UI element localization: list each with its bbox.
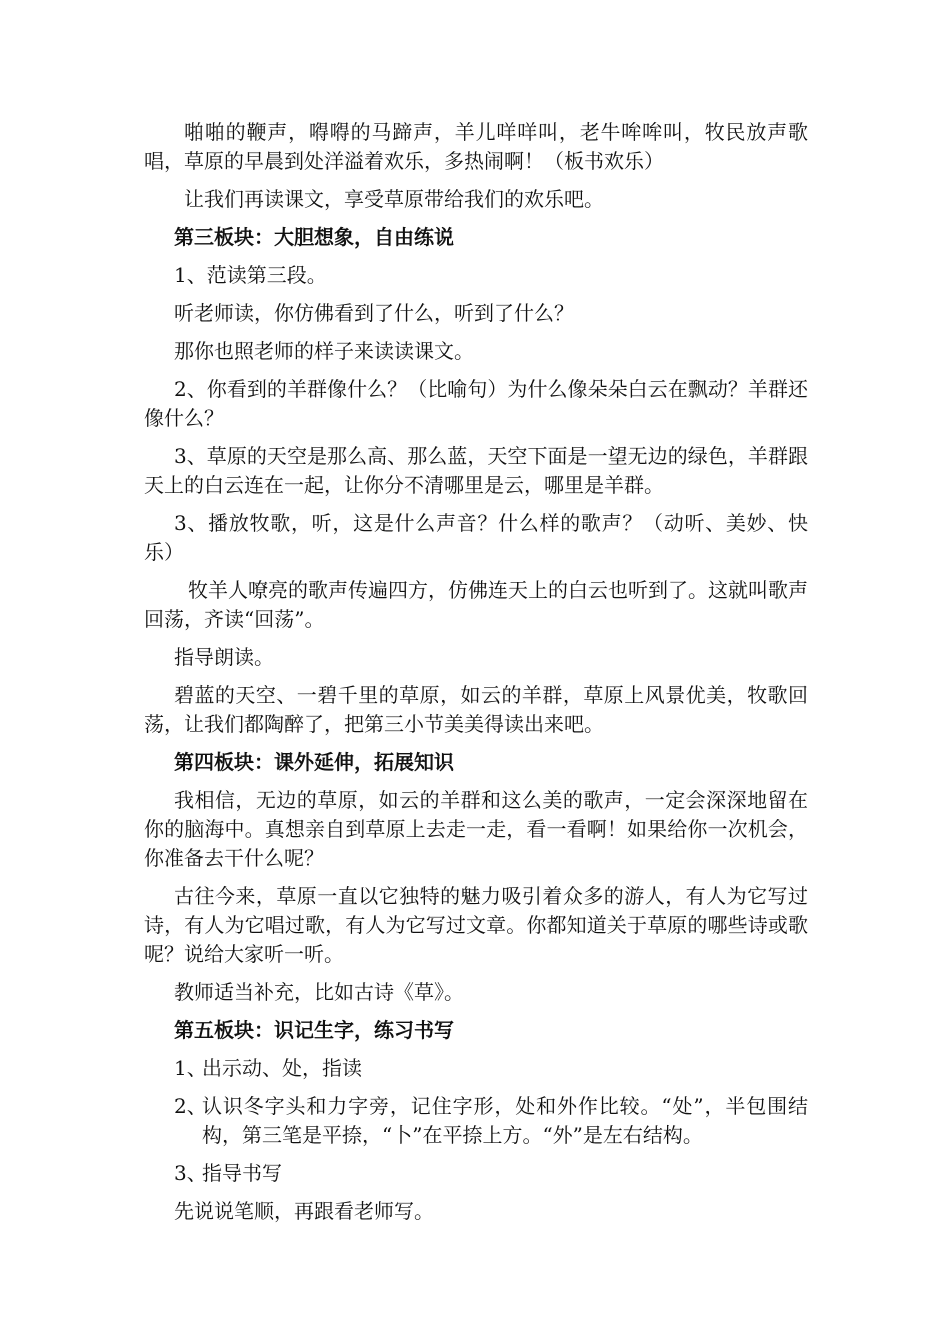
paragraph: 那你也照老师的样子来读读课文。 — [174, 339, 474, 363]
list-item-number: 2、 — [174, 1094, 207, 1118]
paragraph: 听老师读，你仿佛看到了什么，听到了什么？ — [174, 301, 574, 325]
paragraph: 啪啪的鞭声，嘚嘚的马蹄声，羊儿咩咩叫，老牛哞哞叫，牧民放声歌唱，草原的早晨到处洋溢着欢乐，多热闹啊！（板书欢乐） — [144, 120, 808, 173]
paragraph: 牧羊人嘹亮的歌声传遍四方，仿佛连天上的白云也听到了。这就叫歌声回荡，齐读“回荡”。 — [144, 578, 808, 631]
list-item-number: 1、 — [174, 1056, 207, 1080]
document-page — [144, 118, 808, 1235]
paragraph: 我相信，无边的草原，如云的羊群和这么美的歌声，一定会深深地留在你的脑海中。真想亲自到草原上去走一走，看一看啊！如果给你一次机会，你准备去干什么呢？ — [144, 788, 808, 870]
section-heading: 第五板块：识记生字，练习书写 — [174, 1018, 454, 1042]
paragraph: 3、播放牧歌，听，这是什么声音？什么样的歌声？（动听、美妙、快乐） — [144, 511, 808, 564]
paragraph: 让我们再读课文，享受草原带给我们的欢乐吧。 — [184, 187, 604, 211]
list-item — [144, 1092, 808, 1150]
list-item-text: 出示动、处，指读 — [202, 1056, 362, 1080]
paragraph: 古往今来，草原一直以它独特的魅力吸引着众多的游人，有人为它写过诗，有人为它唱过歌，有人为它写过文章。你都知道关于草原的哪些诗或歌呢？说给大家听一听。 — [144, 884, 808, 966]
paragraph: 2、你看到的羊群像什么？（比喻句）为什么像朵朵白云在飘动？羊群还像什么？ — [144, 377, 808, 430]
list-item — [144, 1054, 808, 1083]
list-item-text: 指导书写 — [202, 1161, 282, 1185]
section-heading: 第三板块：大胆想象，自由练说 — [174, 225, 454, 249]
paragraph: 教师适当补充，比如古诗《草》。 — [174, 980, 464, 1004]
list-item-text: 认识冬字头和力字旁，记住字形，处和外作比较。“处”，半包围结构，第三笔是平捺，“卜”在平捺上方。“外”是左右结构。 — [202, 1094, 808, 1147]
paragraph: 先说说笔顺，再跟看老师写。 — [174, 1199, 434, 1223]
list-item — [144, 1159, 808, 1188]
paragraph: 碧蓝的天空、一碧千里的草原，如云的羊群，草原上风景优美，牧歌回荡，让我们都陶醉了，把第三小节美美得读出来吧。 — [144, 683, 808, 736]
section-heading: 第四板块：课外延伸，拓展知识 — [174, 750, 454, 774]
paragraph: 1、范读第三段。 — [174, 263, 327, 287]
paragraph: 指导朗读。 — [174, 645, 274, 669]
list-item-number: 3、 — [174, 1161, 207, 1185]
paragraph: 3、草原的天空是那么高、那么蓝，天空下面是一望无边的绿色，羊群跟天上的白云连在一起，让你分不清哪里是云，哪里是羊群。 — [144, 444, 808, 497]
